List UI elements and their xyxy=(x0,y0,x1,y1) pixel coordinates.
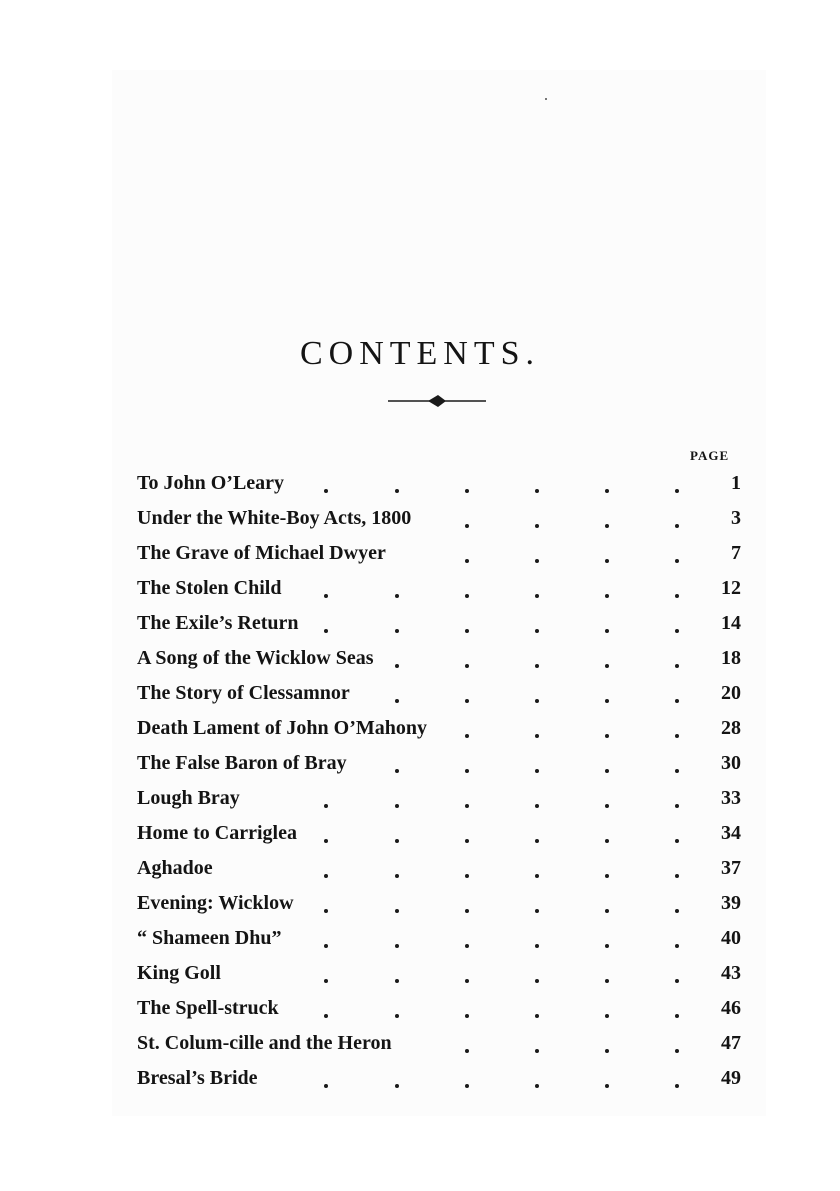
toc-entry-title: Evening: Wicklow xyxy=(137,892,294,914)
leader-dot xyxy=(395,664,399,668)
leader-dot xyxy=(605,489,609,493)
leader-dot xyxy=(605,594,609,598)
leader-dot xyxy=(605,804,609,808)
toc-entry-page: 40 xyxy=(721,927,741,949)
toc-entry xyxy=(137,466,741,501)
leader-dot xyxy=(675,874,679,878)
toc-entry-title: Lough Bray xyxy=(137,787,240,809)
leader-dot xyxy=(465,804,469,808)
toc-entry-title: Aghadoe xyxy=(137,857,213,879)
leader-dot xyxy=(535,699,539,703)
leader-dot xyxy=(324,979,328,983)
toc-entry-page: 20 xyxy=(721,682,741,704)
leader-dot xyxy=(324,629,328,633)
leader-dot xyxy=(675,1014,679,1018)
leader-dot xyxy=(535,979,539,983)
leader-dot xyxy=(605,909,609,913)
leader-dot xyxy=(465,944,469,948)
toc-entry xyxy=(137,781,741,816)
toc-entry xyxy=(137,956,741,991)
toc-entry-page: 47 xyxy=(721,1032,741,1054)
leader-dot xyxy=(605,874,609,878)
leader-dot xyxy=(675,594,679,598)
leader-dot xyxy=(675,1084,679,1088)
leader-dot xyxy=(605,629,609,633)
leader-dot xyxy=(395,594,399,598)
leader-dot xyxy=(465,1084,469,1088)
toc-entry-title: Under the White-Boy Acts, 1800 xyxy=(137,507,412,529)
leader-dot xyxy=(324,489,328,493)
toc-entry xyxy=(137,851,741,886)
toc-entry xyxy=(137,746,741,781)
leader-dot xyxy=(675,664,679,668)
toc-entry-title: A Song of the Wicklow Seas xyxy=(137,647,374,669)
toc-entry-page: 33 xyxy=(721,787,741,809)
toc-entry-title: Death Lament of John O’Mahony xyxy=(137,717,428,739)
toc-entry xyxy=(137,606,741,641)
toc-entry xyxy=(137,571,741,606)
toc-entry-title: The Stolen Child xyxy=(137,577,282,599)
toc-entry-page: 49 xyxy=(721,1067,741,1089)
leader-dot xyxy=(324,1014,328,1018)
leader-dot xyxy=(395,629,399,633)
toc-entry-title: The Story of Clessamnor xyxy=(137,682,350,704)
leader-dot xyxy=(465,1049,469,1053)
leader-dot xyxy=(465,979,469,983)
leader-dot xyxy=(535,489,539,493)
toc-entry-title: To John O’Leary xyxy=(137,472,285,494)
toc-entry-title: St. Colum-cille and the Heron xyxy=(137,1032,392,1054)
leader-dot xyxy=(535,664,539,668)
toc-entry-page: 46 xyxy=(721,997,741,1019)
leader-dot xyxy=(605,944,609,948)
leader-dot xyxy=(465,699,469,703)
toc-entry xyxy=(137,501,741,536)
leader-dot xyxy=(675,734,679,738)
leader-dot xyxy=(465,524,469,528)
leader-dot xyxy=(395,1014,399,1018)
toc-entry-page: 12 xyxy=(721,577,741,599)
toc-entry-title: King Goll xyxy=(137,962,221,984)
leader-dot xyxy=(395,979,399,983)
toc-entry xyxy=(137,991,741,1026)
leader-dot xyxy=(535,594,539,598)
leader-dot xyxy=(675,629,679,633)
leader-dot xyxy=(535,839,539,843)
toc-entry xyxy=(137,1026,741,1061)
leader-dot xyxy=(465,664,469,668)
toc-entry-page: 43 xyxy=(721,962,741,984)
toc-entry-title: Bresal’s Bride xyxy=(137,1067,258,1089)
leader-dot xyxy=(535,874,539,878)
leader-dot xyxy=(324,839,328,843)
leader-dot xyxy=(395,769,399,773)
leader-dot xyxy=(675,839,679,843)
leader-dot xyxy=(324,1084,328,1088)
leader-dot xyxy=(675,524,679,528)
leader-dot xyxy=(535,804,539,808)
leader-dot xyxy=(605,734,609,738)
ornament-divider-icon xyxy=(388,393,486,409)
leader-dot xyxy=(324,909,328,913)
leader-dot xyxy=(395,874,399,878)
leader-dot xyxy=(465,734,469,738)
toc-entry xyxy=(137,676,741,711)
leader-dot xyxy=(395,909,399,913)
leader-dot xyxy=(605,1049,609,1053)
page-title: CONTENTS. xyxy=(299,334,541,372)
toc-entry-page: 1 xyxy=(731,472,741,494)
toc-entry-page: 37 xyxy=(721,857,741,879)
leader-dot xyxy=(324,944,328,948)
leader-dot xyxy=(675,1049,679,1053)
toc-entry xyxy=(137,921,741,956)
toc-entry-title: The Spell-struck xyxy=(137,997,279,1019)
leader-dot xyxy=(535,909,539,913)
toc-entry-page: 28 xyxy=(721,717,741,739)
leader-dot xyxy=(535,629,539,633)
leader-dot xyxy=(605,979,609,983)
leader-dot xyxy=(675,944,679,948)
leader-dot xyxy=(324,594,328,598)
toc-entry xyxy=(137,536,741,571)
toc-entry xyxy=(137,711,741,746)
leader-dot xyxy=(395,699,399,703)
leader-dot xyxy=(465,909,469,913)
leader-dot xyxy=(465,839,469,843)
leader-dot xyxy=(675,804,679,808)
leader-dot xyxy=(465,559,469,563)
leader-dot xyxy=(465,1014,469,1018)
leader-dot xyxy=(605,664,609,668)
toc-entry xyxy=(137,1061,741,1096)
leader-dot xyxy=(535,1049,539,1053)
leader-dot xyxy=(395,1084,399,1088)
leader-dot xyxy=(465,769,469,773)
leader-dot xyxy=(605,769,609,773)
leader-dot xyxy=(535,1084,539,1088)
leader-dot xyxy=(535,769,539,773)
leader-dot xyxy=(675,489,679,493)
leader-dot xyxy=(535,559,539,563)
leader-dot xyxy=(605,559,609,563)
stray-mark xyxy=(545,98,547,100)
leader-dot xyxy=(465,874,469,878)
page-column-label: PAGE xyxy=(690,448,730,463)
toc-entry-page: 18 xyxy=(721,647,741,669)
contents-list xyxy=(137,466,741,1096)
leader-dot xyxy=(535,1014,539,1018)
toc-entry-page: 7 xyxy=(731,542,741,564)
leader-dot xyxy=(605,839,609,843)
toc-entry-page: 30 xyxy=(721,752,741,774)
toc-entry-page: 3 xyxy=(731,507,741,529)
leader-dot xyxy=(395,804,399,808)
leader-dot xyxy=(535,944,539,948)
toc-entry-page: 34 xyxy=(721,822,741,844)
toc-entry xyxy=(137,816,741,851)
leader-dot xyxy=(395,839,399,843)
leader-dot xyxy=(675,559,679,563)
leader-dot xyxy=(675,979,679,983)
leader-dot xyxy=(535,734,539,738)
leader-dot xyxy=(324,804,328,808)
leader-dot xyxy=(395,489,399,493)
toc-entry xyxy=(137,641,741,676)
leader-dot xyxy=(465,629,469,633)
toc-entry-page: 14 xyxy=(721,612,741,634)
leader-dot xyxy=(675,769,679,773)
leader-dot xyxy=(605,524,609,528)
toc-entry-page: 39 xyxy=(721,892,741,914)
leader-dot xyxy=(465,594,469,598)
leader-dot xyxy=(605,1014,609,1018)
leader-dot xyxy=(605,1084,609,1088)
leader-dot xyxy=(675,909,679,913)
leader-dot xyxy=(324,874,328,878)
toc-entry-title: Home to Carriglea xyxy=(137,822,297,844)
toc-entry xyxy=(137,886,741,921)
leader-dot xyxy=(465,489,469,493)
toc-entry-title: “ Shameen Dhu” xyxy=(137,927,282,949)
leader-dot xyxy=(675,699,679,703)
toc-entry-title: The Grave of Michael Dwyer xyxy=(137,542,386,564)
leader-dot xyxy=(605,699,609,703)
toc-entry-title: The Exile’s Return xyxy=(137,612,299,634)
leader-dot xyxy=(395,944,399,948)
leader-dot xyxy=(535,524,539,528)
toc-entry-title: The False Baron of Bray xyxy=(137,752,347,774)
